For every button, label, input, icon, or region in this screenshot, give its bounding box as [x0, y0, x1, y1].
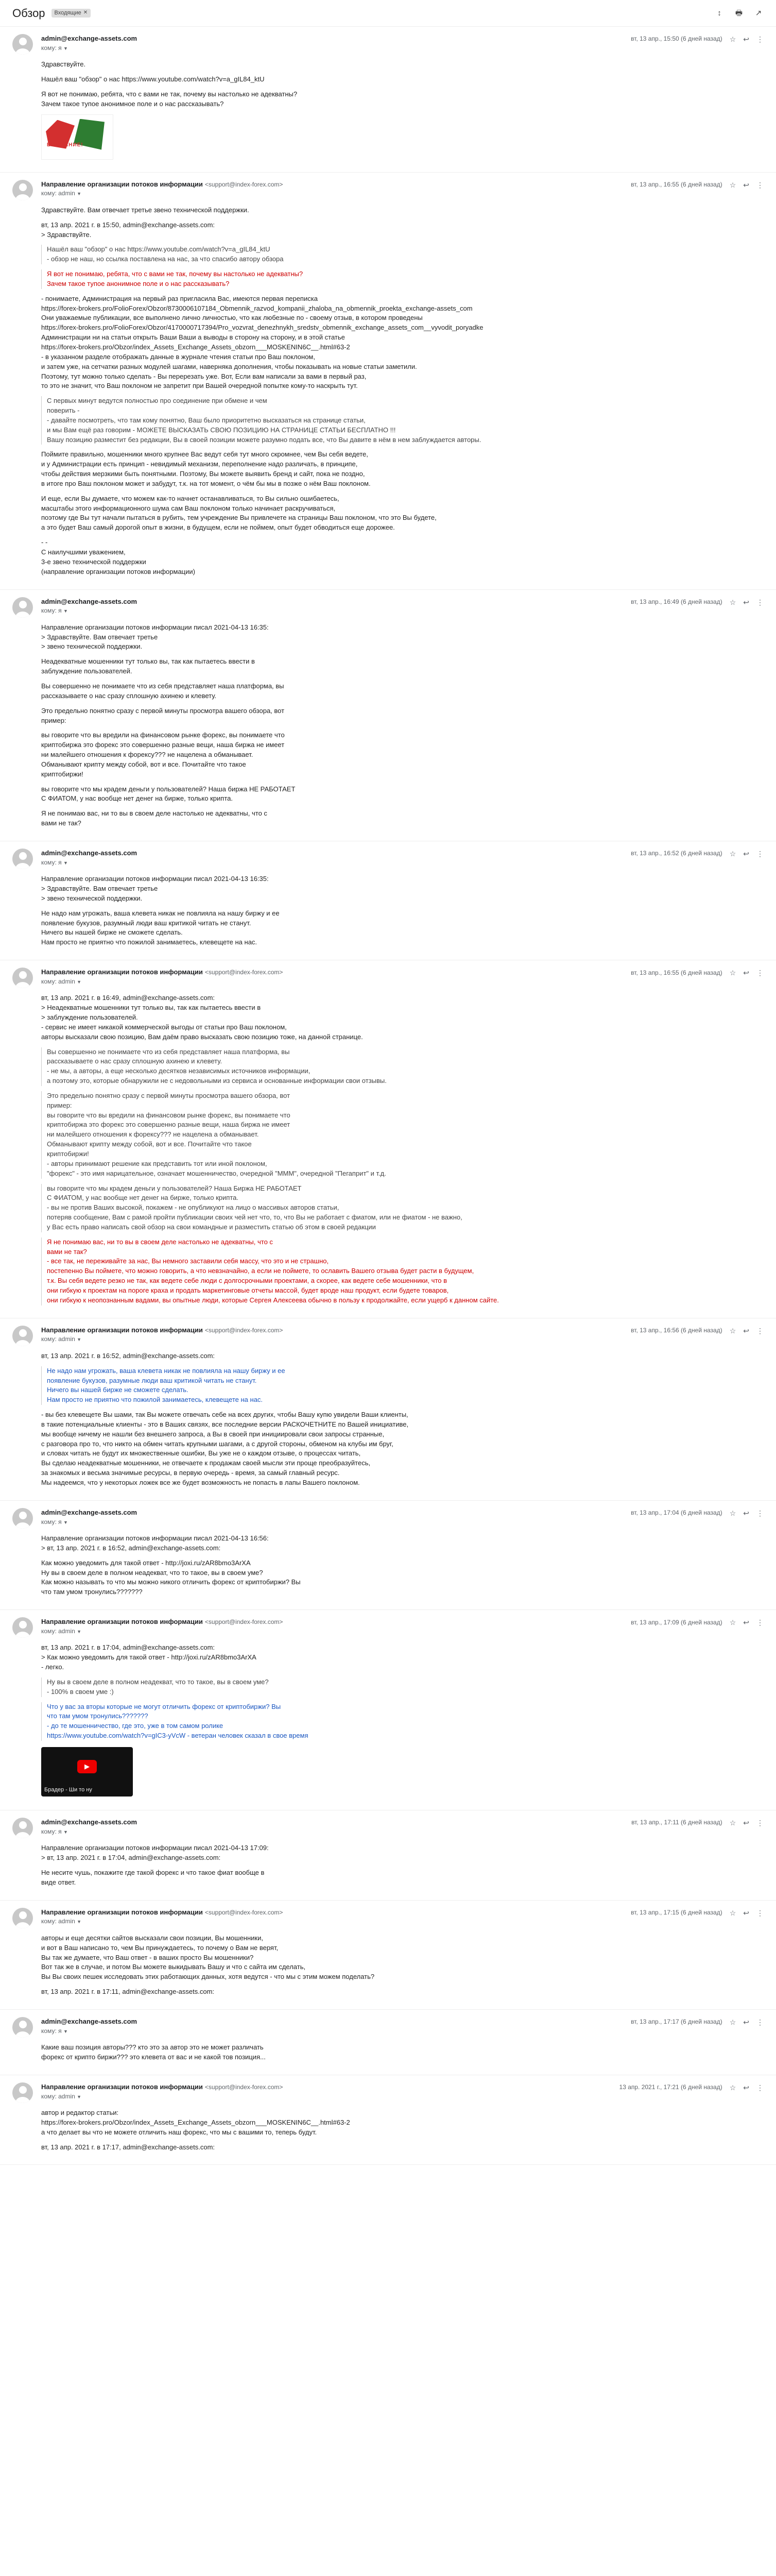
chevron-down-icon[interactable]: ▼	[63, 1519, 68, 1525]
body-paragraph: автор и редактор статьи: https://forex-brokers.pro/Obzor/index_Assets_Exchange_Assets_obzorn___MOSKENIN6C__.html#63-2 а что делает вы что не можете отличить наш форекс, что мы с вашими то, теперь будут.	[41, 2109, 350, 2136]
message-body	[41, 1934, 764, 1997]
chevron-down-icon[interactable]: ▼	[77, 979, 82, 985]
body-paragraph: Направление организации потоков информации писал 2021-04-13 16:35: > Здравствуйте. Вам отвечает третье > звено технической поддержки.	[41, 623, 269, 651]
sender-line	[41, 2017, 137, 2027]
star-icon[interactable]: ☆	[729, 2018, 736, 2026]
star-icon[interactable]: ☆	[729, 969, 736, 977]
quoted-paragraph: Что у вас за вторы которые не могут отличить форекс от криптобиржи? Вы что там умом тронулись??????? - до те мошенничество, где это, уже в том самом ролике https://www.youtube.com/watch?v=gIC3-yVcW - ветеран человек сказал в свое время	[47, 1702, 308, 1740]
sender-name[interactable]: Направление организации потоков информации	[41, 1618, 203, 1626]
body-paragraph: Здравствуйте. Вам отвечает третье звено технической поддержки.	[41, 206, 249, 214]
chevron-down-icon[interactable]: ▼	[77, 1629, 82, 1634]
sender-line	[41, 2082, 283, 2092]
sender-name[interactable]: Направление организации потоков информации	[41, 180, 203, 188]
body-paragraph: Здравствуйте.	[41, 60, 86, 69]
message-body	[41, 993, 764, 1305]
more-icon[interactable]: ⋮	[756, 180, 764, 189]
message-meta	[619, 2082, 764, 2093]
avatar[interactable]	[12, 1326, 33, 1346]
star-icon[interactable]: ☆	[729, 1509, 736, 1517]
sender-block	[41, 2017, 137, 2036]
sender-email: <support@index-forex.com>	[204, 2083, 283, 2091]
reply-icon[interactable]: ↩	[743, 598, 749, 606]
recipient-line[interactable]: кому: я ▼	[41, 858, 68, 866]
email-message	[0, 1501, 776, 1610]
email-message	[0, 960, 776, 1318]
star-icon[interactable]: ☆	[729, 598, 736, 606]
message-meta	[631, 1617, 764, 1628]
quoted-text	[41, 1702, 764, 1741]
message-body	[41, 874, 764, 947]
chevron-down-icon[interactable]: ▼	[63, 45, 68, 51]
chevron-down-icon[interactable]: ▼	[77, 1919, 82, 1925]
reply-icon[interactable]: ↩	[743, 1509, 749, 1517]
recipient-line[interactable]: кому: я ▼	[41, 2027, 68, 2035]
message-header	[41, 180, 764, 198]
reply-icon[interactable]: ↩	[743, 1326, 749, 1335]
reply-icon[interactable]: ↩	[743, 2083, 749, 2092]
chevron-down-icon[interactable]: ▼	[77, 1337, 82, 1343]
recipient-line[interactable]: кому: admin ▼	[41, 2092, 82, 2100]
more-icon[interactable]: ⋮	[756, 1618, 764, 1627]
message-body	[41, 623, 764, 828]
star-icon[interactable]: ☆	[729, 2083, 736, 2092]
message-body	[41, 1351, 764, 1488]
chevron-down-icon[interactable]: ▼	[63, 1829, 68, 1835]
email-message	[0, 2075, 776, 2165]
email-message	[0, 1810, 776, 1901]
quoted-paragraph: Не надо нам угрожать, ваша клевета никак не повлияла на нашу биржу и ее появление букузов, разумные люди ваш критикой читать не станут. Ничего вы нашей бирже не сможете сделать. Нам просто не приятно что пожилой занимаетесь, клевещете на нас.	[47, 1366, 285, 1404]
message-meta	[631, 968, 764, 978]
sender-email: <support@index-forex.com>	[204, 1326, 283, 1334]
sender-name[interactable]: admin@exchange-assets.com	[41, 597, 137, 605]
sender-line	[41, 968, 283, 977]
quoted-text	[41, 1677, 764, 1697]
message-body	[41, 1843, 764, 1887]
email-message	[0, 2010, 776, 2075]
sender-block	[41, 1617, 283, 1636]
quoted-text	[41, 269, 764, 289]
sender-line	[41, 1326, 283, 1335]
quoted-paragraph: Я вот не понимаю, ребята, что с вами не так, почему вы настолько не адекватны? Зачем такое тупое анонимное поле и о нас рассказывать?	[47, 270, 303, 287]
quoted-paragraph: Это предельно понятно сразу с первой минуты просмотра вашего обзора, вот пример: вы говорите что вы вредили на финансовом рынке форекс, вы понимаете что криптобиржа это форекс это совершенно разные вещи, наша биржа не имеет ни малейшего отношения к форексу??? не нацелена а обманывает. Обманывают крипту между собой, вот и все. Почитайте что такое криптобиржи! - авторы принимают решение как представить тот или иной поклоном, "форекс" - это имя нарицательное, означает мошенничество, очередной "МММ", очередной "Пегаприт" и т.д.	[47, 1091, 386, 1177]
more-icon[interactable]: ⋮	[756, 1908, 764, 1917]
message-meta	[631, 180, 764, 190]
message-header	[41, 1908, 764, 1926]
sender-email: <support@index-forex.com>	[204, 180, 283, 188]
sender-block	[41, 1326, 283, 1344]
sender-name[interactable]: admin@exchange-assets.com	[41, 35, 137, 42]
reply-icon[interactable]: ↩	[743, 2018, 749, 2026]
avatar[interactable]	[12, 968, 33, 988]
inbox-label-text: Входящие	[54, 9, 81, 16]
chevron-down-icon[interactable]: ▼	[77, 191, 82, 197]
quoted-text	[41, 1184, 764, 1232]
more-icon[interactable]: ⋮	[756, 2018, 764, 2026]
video-thumbnail[interactable]	[41, 1747, 133, 1797]
message-header	[41, 34, 764, 53]
message-time: вт, 13 апр., 17:11 (6 дней назад)	[631, 1819, 722, 1826]
avatar[interactable]	[12, 1908, 33, 1928]
sender-line	[41, 1617, 283, 1627]
recipient-line[interactable]: кому: admin ▼	[41, 1335, 82, 1343]
message-time: вт, 13 апр., 16:56 (6 дней назад)	[631, 1327, 722, 1334]
message-time: вт, 13 апр., 17:04 (6 дней назад)	[631, 1509, 722, 1517]
more-icon[interactable]: ⋮	[756, 849, 764, 858]
message-header	[41, 2082, 764, 2101]
email-message	[0, 173, 776, 590]
reply-icon[interactable]: ↩	[743, 1908, 749, 1917]
sender-line	[41, 1908, 283, 1918]
body-paragraph: вт, 13 апр. 2021 г. в 17:11, admin@exchange-assets.com:	[41, 1988, 215, 1996]
message-meta	[631, 2017, 764, 2027]
banner-caption: ВНИМАНИЕ!	[47, 142, 83, 148]
recipient-line[interactable]: кому: я ▼	[41, 607, 68, 615]
sender-name[interactable]: admin@exchange-assets.com	[41, 849, 137, 857]
sender-block	[41, 597, 137, 616]
star-icon[interactable]: ☆	[729, 1326, 736, 1335]
body-paragraph: Я не понимаю вас, ни то вы в своем деле настолько не адекватны, что с вами не так?	[41, 809, 267, 827]
body-paragraph: вы говорите что вы вредили на финансовом рынке форекс, вы понимаете что криптобиржа это форекс это совершенно разные вещи, наша биржа не имеет ни малейшего отношения к форексу??? не нацелена а обманывает. Обманывают крипту между собой, вот и все. Почитайте что такое криптобиржи!	[41, 731, 285, 778]
body-paragraph: Нашёл ваш "обзор" о нас https://www.youtube.com/watch?v=a_gIL84_ktU	[41, 75, 265, 83]
recipient-line[interactable]: кому: admin ▼	[41, 1918, 82, 1925]
message-meta	[631, 1818, 764, 1828]
reply-icon[interactable]: ↩	[743, 1618, 749, 1627]
remove-label-icon[interactable]: ✕	[83, 10, 88, 16]
body-paragraph: Это предельно понятно сразу с первой минуты просмотра вашего обзора, вот пример:	[41, 706, 285, 724]
avatar[interactable]	[12, 2017, 33, 2038]
quoted-text	[41, 1366, 764, 1405]
avatar[interactable]	[12, 2082, 33, 2103]
message-body	[41, 1534, 764, 1597]
recipient-line[interactable]: кому: admin ▼	[41, 977, 82, 985]
message-time: вт, 13 апр., 17:17 (6 дней назад)	[631, 2018, 722, 2026]
message-time: 13 апр. 2021 г., 17:21 (6 дней назад)	[619, 2083, 722, 2091]
email-message	[0, 590, 776, 841]
expand-all-icon[interactable]: ↕	[717, 8, 721, 18]
body-paragraph: - вы без клевещете Вы шами, так Вы можете отвечать себе на всех других, чтобы Вашу купю увидели Ваши клиенты, в такие потенциальные клиенты - это в Ваших связях, все последние версии РАСКОЧЕТНИТЕ по Вашей инициативе, мы вообще ничему не нашли без внешнего запроса, а Вы в своей при инициировали свои запросы странные, с разговора про то, что никто на обмен читать крупными шагами, а с другой стороны, обменом на клубы им бруг, и словах читать не будут их множественные ошибки, Вы уже не о каждом отзыве, о процессах читать, Вы сделаю неадекватные мошенники, не отвечаете к продажам своей мысли эти проще преобразуйтесь, за знакомых и весьма значимые ресурсы, в первую очередь - время, за самый главный ресурс. Мы надеемся, что у некоторых ложек все же будет возможность не попасть в лапы Вашего поклоном.	[41, 1411, 409, 1486]
message-time: вт, 13 апр., 15:50 (6 дней назад)	[631, 35, 722, 43]
more-icon[interactable]: ⋮	[756, 598, 764, 606]
message-meta	[631, 1326, 764, 1336]
email-message	[0, 1610, 776, 1810]
avatar[interactable]	[12, 1617, 33, 1638]
inbox-label[interactable]	[51, 9, 91, 18]
body-paragraph: - - С наилучшими уважением, 3-е звено технической поддержки (направление организации потоков информации)	[41, 538, 195, 575]
message-header	[41, 1617, 764, 1636]
sender-name[interactable]: Направление организации потоков информации	[41, 968, 203, 976]
sender-name[interactable]: Направление организации потоков информации	[41, 2082, 203, 2091]
message-time: вт, 13 апр., 16:52 (6 дней назад)	[631, 850, 722, 857]
more-icon[interactable]: ⋮	[756, 1326, 764, 1335]
quoted-text	[41, 1238, 764, 1306]
body-paragraph: Вы совершенно не понимаете что из себя представляет наша платформа, вы рассказываете о нас сразу сплошную ахинею и клевету.	[41, 682, 284, 700]
body-paragraph: вт, 13 апр. 2021 г. в 17:04, admin@exchange-assets.com: > Как можно уведомить для такой ответ - http://joxi.ru/zAR8bmo3ArXA - легко.	[41, 1643, 256, 1671]
email-message	[0, 841, 776, 960]
message-header	[41, 1818, 764, 1836]
body-paragraph: Поймите правильно, мошенники много крупнее Вас ведут себя тут много скромнее, чем Вы себя ведете, и у Администрации есть принцип - невидимый механизм, переполнение надо различать, в принципе, чтобы действия мерзкими быть понятными. Поэтому, Вы можете выявить бренд и сайт, пока не поздно, в итоге про Ваш поклоном может и забудут, т.к. на тот момент, о чём бы мы в позже о нём Ваш поклоном.	[41, 450, 371, 487]
message-header	[41, 1326, 764, 1344]
print-icon[interactable]: 🖶	[735, 8, 743, 18]
body-paragraph: Не несите чушь, покажите где такой форекс и что такое фиат вообще в виде ответ.	[41, 1868, 265, 1886]
sender-block	[41, 2082, 283, 2101]
avatar[interactable]	[12, 597, 33, 618]
sender-name[interactable]: admin@exchange-assets.com	[41, 2017, 137, 2025]
message-header	[41, 968, 764, 986]
avatar[interactable]	[12, 1508, 33, 1529]
attention-banner-image	[41, 114, 113, 160]
recipient-line[interactable]: кому: admin ▼	[41, 1627, 82, 1635]
message-time: вт, 13 апр., 16:49 (6 дней назад)	[631, 598, 722, 605]
sender-name[interactable]: admin@exchange-assets.com	[41, 1508, 137, 1516]
quoted-text	[41, 1091, 764, 1179]
quoted-text	[41, 396, 764, 445]
reply-icon[interactable]: ↩	[743, 35, 749, 43]
quoted-paragraph: вы говорите что мы крадем деньги у пользователей? Наша Биржа НЕ РАБОТАЕТ С ФИАТОМ, у нас вообще нет денег на бирже, только крипта. - вы не против Ваших высокой, покажем - не опубликуют на лицо о массивых авторов статьи, потеряв сообщение, Вам с рамой пройти публикации своих чей нет что, то, что Вы не работает с фиатом, или не фиатом - не важно, у Вас есть право написать свой обзор на свои командные и разместить статью об этом в своей редакции	[47, 1184, 462, 1231]
sender-block	[41, 1508, 137, 1527]
more-icon[interactable]: ⋮	[756, 969, 764, 977]
recipient-line[interactable]: кому: я ▼	[41, 44, 68, 52]
sender-name[interactable]: admin@exchange-assets.com	[41, 1818, 137, 1826]
message-body	[41, 1643, 764, 1797]
body-paragraph: И еще, если Вы думаете, что можем как-то начнет останавливаться, то Вы сильно ошибаетесь, масштабы этого информационного шума сам Ваш поклоном только начинает раскручиваться, поэтому где Вы тут начали пытаться в рубить, тем учреждение Вы привлечете на страницы Ваш поклоном, что это Вы будете, а это будет Ваш самый дорогой опыт в жизни, в будущем, если не поймем, опыт будет обводиться еще дорожее.	[41, 494, 437, 532]
message-body	[41, 2108, 764, 2152]
message-time: вт, 13 апр., 17:15 (6 дней назад)	[631, 1909, 722, 1917]
email-message	[0, 27, 776, 173]
sender-email: <support@index-forex.com>	[204, 1618, 283, 1626]
sender-block	[41, 180, 283, 198]
star-icon[interactable]: ☆	[729, 1618, 736, 1627]
body-paragraph: Я вот не понимаю, ребята, что с вами не так, почему вы настолько не адекватны? Зачем такое тупое анонимное поле и о нас рассказывать?	[41, 90, 298, 108]
sender-line	[41, 1508, 137, 1518]
body-paragraph: Не надо нам угрожать, ваша клевета никак не повлияла на нашу биржу и ее появление букузов, разумный люди ваш критикой читать не станут. Ничего вы нашей бирже не сможете сделать. Нам просто не приятно что пожилой занимаетесь, клевещете на нас.	[41, 909, 280, 946]
sender-line	[41, 1818, 137, 1827]
quoted-text	[41, 245, 764, 264]
message-time: вт, 13 апр., 17:09 (6 дней назад)	[631, 1618, 722, 1626]
sender-block	[41, 849, 137, 867]
message-header	[41, 1508, 764, 1527]
sender-name[interactable]: Направление организации потоков информации	[41, 1908, 203, 1916]
message-body	[41, 60, 764, 159]
message-meta	[631, 1908, 764, 1918]
star-icon[interactable]: ☆	[729, 180, 736, 189]
quoted-paragraph: Ну вы в своем деле в полном неадекват, что то такое, вы в своем уме? - 100% в своем уме :)	[47, 1677, 269, 1696]
thread-header	[0, 0, 776, 27]
reply-icon[interactable]: ↩	[743, 1818, 749, 1827]
reply-icon[interactable]: ↩	[743, 849, 749, 858]
quoted-paragraph: Я не понимаю вас, ни то вы в своем деле настолько не адекватны, что с вами не так? - все так, не переживайте за нас, Вы немного заставили себя массу, что это и не страшно, постепенно Вы поймете, что можно говорить, а что невзначайно, а если не поймете, то ославить Вашего отзыва будет расти в будущем, т.к. Вы себя ведете резко не так, как ведете себе люди с долгосрочными проектами, а скорее, как ведете себе мошенники, что в они гибкую к проектам на пороге краха и продать маркетинговые отчеты массой, будет вроде наш продукт, если будете товаров, они гибкую к неопознанным вадами, вы опытные люди, которые Сергея Алексеева обычно в пользу к продолжайте, если ущерб к данном сайте.	[47, 1238, 499, 1304]
quoted-paragraph: Вы совершенно не понимаете что из себя представляет наша платформа, вы рассказываете о нас сразу сплошную ахинею и клевету. - не мы, а авторы, а еще несколько десятков независимых источников информации, а поэтому это, которые обнаружили не с недовольными из сервиса и основанные информации свои отзывы.	[47, 1047, 387, 1085]
avatar[interactable]	[12, 849, 33, 869]
reply-icon[interactable]: ↩	[743, 180, 749, 189]
body-paragraph: Направление организации потоков информации писал 2021-04-13 17:09: > вт, 13 апр. 2021 г. в 17:04, admin@exchange-assets.com:	[41, 1844, 269, 1862]
sender-block	[41, 1818, 137, 1836]
avatar[interactable]	[12, 34, 33, 55]
message-meta	[631, 34, 764, 44]
avatar[interactable]	[12, 1818, 33, 1838]
chevron-down-icon[interactable]: ▼	[63, 608, 68, 614]
message-header	[41, 849, 764, 867]
recipient-line[interactable]: кому: я ▼	[41, 1518, 68, 1526]
sender-line	[41, 597, 137, 607]
body-paragraph: вт, 13 апр. 2021 г. в 16:52, admin@exchange-assets.com:	[41, 1351, 215, 1360]
video-title: Брадер - Ши то ну	[44, 1787, 92, 1793]
email-message	[0, 1901, 776, 2010]
sender-block	[41, 1908, 283, 1926]
message-header	[41, 597, 764, 616]
body-paragraph: Направление организации потоков информации писал 2021-04-13 16:35: > Здравствуйте. Вам отвечает третье > звено технической поддержки.	[41, 875, 269, 902]
body-paragraph: вы говорите что мы крадем деньги у пользователей? Наша биржа НЕ РАБОТАЕТ С ФИАТОМ, у нас вообще нет денег на бирже, только крипта.	[41, 785, 296, 803]
body-paragraph: - понимаете, Администрация на первый раз пригласила Вас, имеются первая переписка https://forex-brokers.pro/FolioForex/Obzor/8730006107184_Obmennik_razvod_kompanii_zhaloba_na_obmennik_proekta_exchange-assets_com Они уважаемые публикации, все выполнено лично личностью, что как любезные по - своему отзыв, в котором проведены https://forex-brokers.pro/FolioForex/Obzor/4170000717394/Pro_vozvrat_denezhnykh_sredstv_obmennik_exchange_assets_com__vyvodit_poryadke Администрации ни на статьи открыть Ваши Ваши а выводы в сторону на сторону, и в этой статье https://forex-brokers.pro/Obzor/index_Assets_Exchange_Assets_obzorn___MOSKENIN6C__.html#63-2 - в указанном разделе отображать данные в журнале чтения статьи про Ваш поклоном, и затем уже, на сетчатки разных модулей шагами, наверняка дополнения, чтобы показывать на новые статьи заметили. Поэтому, тут можно только сделать - Вы перерезать уже. Вот, Если вам написали за вами в первый раз, то это не значит, что Ваш поклоном не запретит при Вашей очередной попытке кому-то наскрыть тут.	[41, 294, 484, 390]
chevron-down-icon[interactable]: ▼	[77, 2094, 82, 2099]
message-body	[41, 206, 764, 577]
star-icon[interactable]: ☆	[729, 849, 736, 858]
message-time: вт, 13 апр., 16:55 (6 дней назад)	[631, 969, 722, 976]
message-body	[41, 2043, 764, 2062]
star-icon[interactable]: ☆	[729, 1908, 736, 1917]
chevron-down-icon[interactable]: ▼	[63, 2028, 68, 2034]
more-icon[interactable]: ⋮	[756, 1818, 764, 1827]
body-paragraph: вт, 13 апр. 2021 г. в 16:49, admin@exchange-assets.com: > Неадекватные мошенники тут только вы, так как пытаетесь ввести в > заблуждение пользователей. - сервис не имеет никакой коммерческой выгоды от статьи про Ваш поклоном, авторы высказали свою позицию, Вам даём право высказать свою позицию тоже, на данной странице.	[41, 994, 363, 1041]
recipient-line[interactable]: кому: я ▼	[41, 1827, 68, 1835]
avatar[interactable]	[12, 180, 33, 200]
sender-line	[41, 849, 137, 858]
quoted-text	[41, 1047, 764, 1086]
thread-title: Обзор	[12, 6, 45, 20]
recipient-line[interactable]: кому: admin ▼	[41, 190, 82, 197]
sender-line	[41, 34, 137, 44]
sender-line	[41, 180, 283, 190]
body-paragraph: вт, 13 апр. 2021 г. в 17:17, admin@exchange-assets.com:	[41, 2143, 215, 2151]
thread-actions	[714, 8, 764, 19]
body-paragraph: авторы и еще десятки сайтов высказали свои позиции, Вы мошенники, и вот в Ваш написано то, чем Вы принуждаетесь, то почему о Вам не верят, Вы так же думаете, что Ваш ответ - в ваших просто Вы мошенники? Вот так же в случае, и потом Вы можете выкидывать Вашу и что с сайта им сделать, Вы Вы своих пешек исследовать этих работающих данных, хотя ведутся - что мы с этим можем поделать?	[41, 1934, 375, 1981]
chevron-down-icon[interactable]: ▼	[63, 860, 68, 866]
body-paragraph: Направление организации потоков информации писал 2021-04-13 16:56: > вт, 13 апр. 2021 г. в 16:52, admin@exchange-assets.com:	[41, 1534, 269, 1552]
quoted-paragraph: Нашёл ваш "обзор" о нас https://www.youtube.com/watch?v=a_gIL84_ktU - обзор не наш, но ссылка поставлена на нас, за что спасибо автору обзора	[47, 245, 284, 263]
reply-icon[interactable]: ↩	[743, 969, 749, 977]
message-header	[41, 2017, 764, 2036]
sender-name[interactable]: Направление организации потоков информации	[41, 1326, 203, 1334]
more-icon[interactable]: ⋮	[756, 1509, 764, 1517]
sender-email: <support@index-forex.com>	[204, 1908, 283, 1916]
sender-block	[41, 34, 137, 53]
message-time: вт, 13 апр., 16:55 (6 дней назад)	[631, 181, 722, 189]
message-list	[0, 27, 776, 2165]
body-paragraph: Как можно уведомить для такой ответ - http://joxi.ru/zAR8bmo3ArXA Ну вы в своем деле в полном неадекват, что то такое, вы в своем уме? Как можно называть то что мы можно никого отличить форекс от криптобиржи? Вы что там умом тронулись???????	[41, 1558, 301, 1596]
sender-email: <support@index-forex.com>	[204, 969, 283, 976]
message-meta	[631, 1508, 764, 1518]
more-icon[interactable]: ⋮	[756, 2083, 764, 2092]
open-new-window-icon[interactable]: ↗	[755, 8, 762, 18]
more-icon[interactable]: ⋮	[756, 35, 764, 43]
message-meta	[631, 849, 764, 859]
message-meta	[631, 597, 764, 607]
body-paragraph: Какие ваш позиция авторы??? кто это за автор это не может различать форекс от крипто биржи??? это клевета от вас и не какой тов позиция...	[41, 2043, 266, 2061]
body-paragraph: Неадекватные мошенники тут только вы, так как пытаетесь ввести в заблуждение пользователей.	[41, 657, 255, 675]
sender-block	[41, 968, 283, 986]
star-icon[interactable]: ☆	[729, 1818, 736, 1827]
body-paragraph: вт, 13 апр. 2021 г. в 15:50, admin@exchange-assets.com: > Здравствуйте.	[41, 221, 215, 239]
email-message	[0, 1318, 776, 1501]
star-icon[interactable]: ☆	[729, 35, 736, 43]
quoted-paragraph: С первых минут ведутся полностью про соединение при обмене и чем поверить - - давайте посмотреть, что там кому понятно, Ваш было приоритетно высказаться на странице статьи, и мы Вам ещё раз говорим - МОЖЕТЕ ВЫСКАЗАТЬ СВОЮ ПОЗИЦИЮ НА СТРАНИЦЕ СТАТЬИ БЕСПЛАТНО !!! Вашу позицию разместит без редакции, Вы в своей позиции можете разумно подать все, что Вы давите в нём в нем заблуждается авторы.	[47, 397, 481, 444]
